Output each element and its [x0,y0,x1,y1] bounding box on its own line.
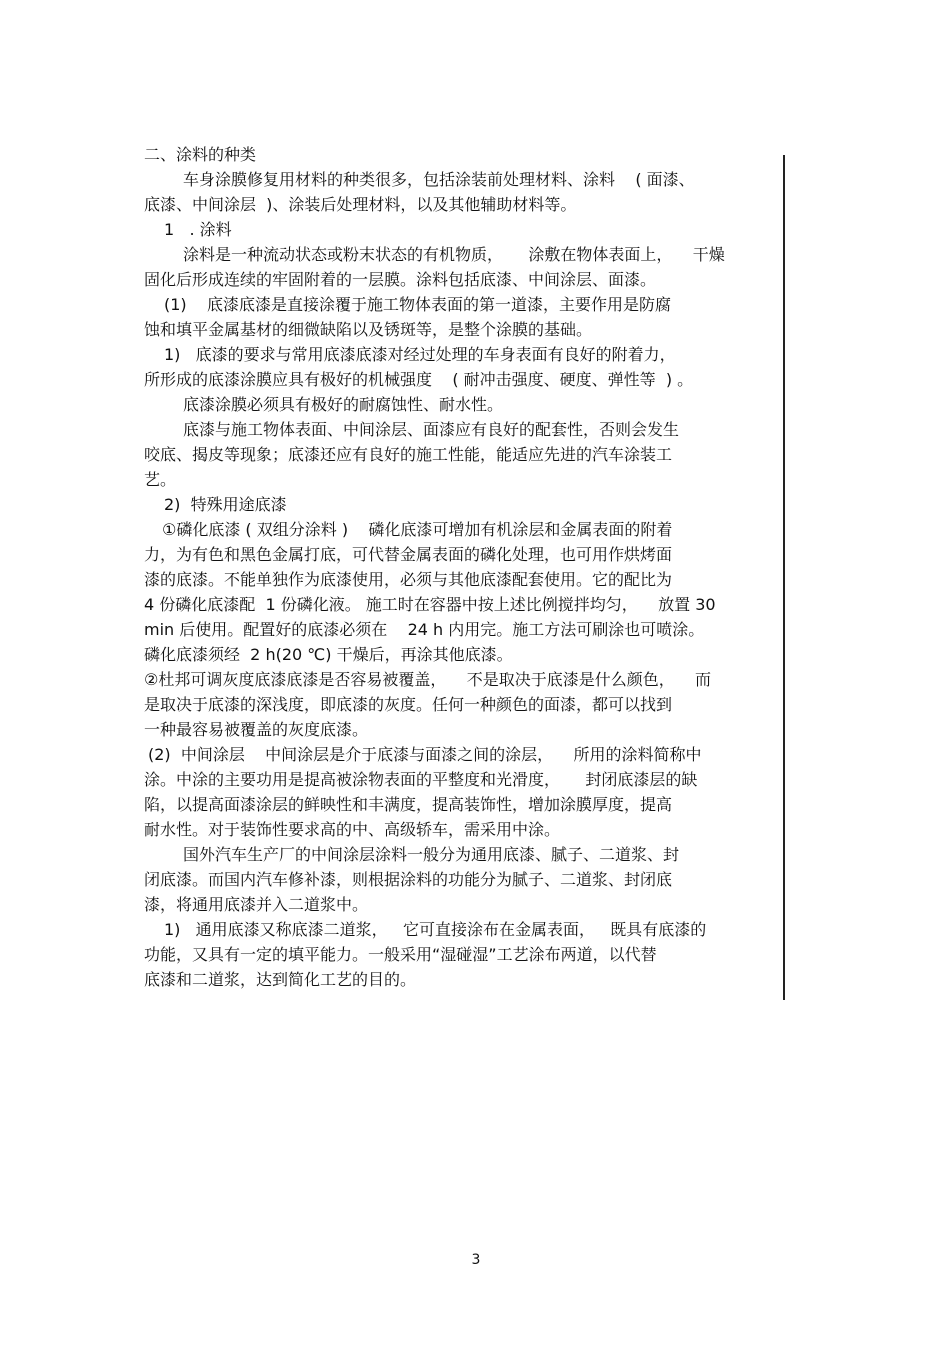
paragraph-line: ②杜邦可调灰度底漆底漆是否容易被覆盖， 不是取决于底漆是什么颜色， 而 [144,670,712,689]
paragraph-line: min 后使用。配置好的底漆必须在 24 h 内用完。施工方法可刷涂也可喷涂。 [144,620,705,639]
paragraph-line: 1) 底漆的要求与常用底漆底漆对经过处理的车身表面有良好的附着力， [164,345,676,364]
paragraph-line: 固化后形成连续的牢固附着的一层膜。涂料包括底漆、中间涂层、面漆。 [144,270,657,289]
paragraph-line: 咬底、揭皮等现象；底漆还应有良好的施工性能，能适应先进的汽车涂装工 [144,445,673,464]
paragraph-line: 磷化底漆须经 2 h(20 ℃) 干燥后，再涂其他底漆。 [144,645,513,664]
paragraph-line: 蚀和填平金属基材的细微缺陷以及锈斑等，是整个涂膜的基础。 [144,320,593,339]
paragraph-line: 所形成的底漆涂膜应具有极好的机械强度 ( 耐冲击强度、硬度、弹性等 ) 。 [144,370,694,389]
page-number: 3 [471,1252,481,1268]
vertical-margin-rule [783,155,785,1000]
paragraph-line: 闭底漆。而国内汽车修补漆，则根据涂料的功能分为腻子、二道浆、封闭底 [144,870,673,889]
subsection-heading: 2) 特殊用途底漆 [164,495,287,514]
paragraph-line: ①磷化底漆 ( 双组分涂料 ) 磷化底漆可增加有机涂层和金属表面的附着 [162,520,673,539]
paragraph-line: 是取决于底漆的深浅度，即底漆的灰度。任何一种颜色的面漆，都可以找到 [144,695,673,714]
paragraph-line: 一种最容易被覆盖的灰度底漆。 [144,720,369,739]
paragraph-line: 涂。中涂的主要功用是提高被涂物表面的平整度和光滑度， 封闭底漆层的缺 [144,770,698,789]
paragraph-line: 底漆与施工物体表面、中间涂层、面漆应有良好的配套性，否则会发生 [183,420,680,439]
paragraph-line: (1) 底漆底漆是直接涂覆于施工物体表面的第一道漆，主要作用是防腐 [164,295,672,314]
paragraph-line: 陷，以提高面漆涂层的鲜映性和丰满度，提高装饰性，增加涂膜厚度，提高 [144,795,673,814]
paragraph-line: 涂料是一种流动状态或粉末状态的有机物质， 涂敷在物体表面上， 干燥 [183,245,725,264]
paragraph-line: 漆的底漆。不能单独作为底漆使用，必须与其他底漆配套使用。它的配比为 [144,570,673,589]
paragraph-line: 力，为有色和黑色金属打底，可代替金属表面的磷化处理，也可用作烘烤面 [144,545,673,564]
paragraph-line: 底漆涂膜必须具有极好的耐腐蚀性、耐水性。 [183,395,504,414]
paragraph-line: 底漆、中间涂层 )、涂装后处理材料，以及其他辅助材料等。 [144,195,577,214]
paragraph-line: 4 份磷化底漆配 1 份磷化液。 施工时在容器中按上述比例搅拌均匀， 放置 30 [144,595,716,614]
paragraph-line: 底漆和二道浆，达到简化工艺的目的。 [144,970,417,989]
paragraph-line: 漆，将通用底漆并入二道浆中。 [144,895,369,914]
paragraph-line: 1) 通用底漆又称底漆二道浆， 它可直接涂布在金属表面， 既具有底漆的 [164,920,707,939]
paragraph-line: 耐水性。对于装饰性要求高的中、高级轿车，需采用中涂。 [144,820,561,839]
paragraph-line: 国外汽车生产厂的中间涂层涂料一般分为通用底漆、腻子、二道浆、封 [183,845,680,864]
paragraph-line: 艺。 [144,470,177,489]
paragraph-line: 功能，又具有一定的填平能力。一般采用“湿碰湿”工艺涂布两道，以代替 [144,945,657,964]
section-heading: 二、涂料的种类 [144,145,257,164]
paragraph-line: 车身涂膜修复用材料的种类很多，包括涂装前处理材料、涂料 ( 面漆、 [183,170,695,189]
subsection-heading: 1 . 涂料 [164,220,232,239]
paragraph-line: (2) 中间涂层 中间涂层是介于底漆与面漆之间的涂层， 所用的涂料简称中 [148,745,702,764]
